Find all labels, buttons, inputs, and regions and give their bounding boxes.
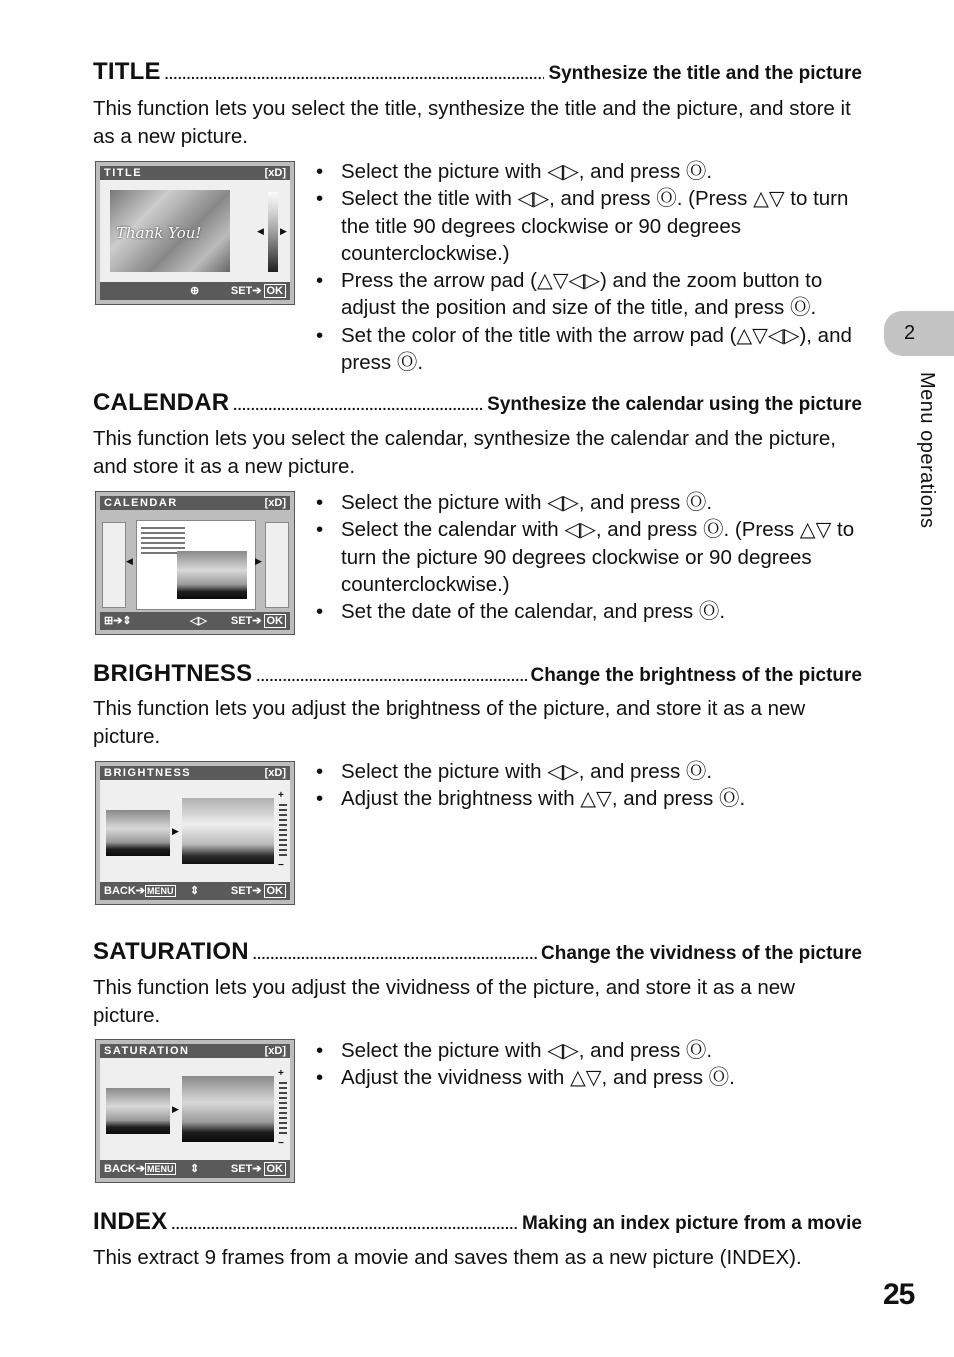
- list-item: • Select the picture with ◁▷, and press Ⓞ.: [316, 158, 864, 185]
- color-swatch-scale: [268, 192, 278, 272]
- section-subtitle: Change the brightness of the picture: [530, 665, 862, 686]
- section-title: TITLE: [93, 58, 161, 85]
- back-menu-label: BACK➔ MENU: [104, 1163, 174, 1175]
- list-item: • Adjust the vividness with △▽, and press Ⓞ.: [316, 1064, 864, 1091]
- leader-dots: [256, 668, 526, 684]
- lcd-mode-label: SATURATION: [104, 1045, 190, 1057]
- plus-icon: +: [278, 1068, 284, 1079]
- chapter-tab: 2: [884, 311, 954, 356]
- media-indicator: [xD]: [264, 167, 286, 179]
- list-item: • Press the arrow pad (△▽◁▷) and the zoom button to adjust the position and size of the title, and press Ⓞ.: [316, 267, 864, 322]
- set-label: SET: [230, 285, 253, 297]
- arrow-left-icon: ◀: [257, 226, 264, 236]
- lcd-preview: [100, 180, 290, 282]
- plus-icon: +: [278, 790, 284, 801]
- left-right-icon: ◁▷: [190, 615, 207, 627]
- adjusted-preview: [182, 798, 274, 864]
- up-down-icon: ⇕: [190, 1163, 200, 1175]
- lcd-title-bar: [100, 166, 290, 180]
- list-item: • Adjust the brightness with △▽, and press Ⓞ.: [316, 785, 864, 812]
- title-lcd-screen: [95, 161, 295, 305]
- section-title: INDEX: [93, 1208, 168, 1235]
- brightness-scale: [279, 804, 287, 858]
- index-heading: [93, 1208, 862, 1236]
- menu-label: MENU: [147, 1164, 174, 1174]
- lcd-footer: [100, 612, 290, 630]
- arrow-right-icon: ▶: [172, 826, 179, 836]
- list-item: • Select the picture with ◁▷, and press Ⓞ.: [316, 489, 864, 516]
- arrow-pad-icon: ⊕: [190, 285, 200, 297]
- brightness-lcd-screen: [95, 761, 295, 905]
- section-subtitle: Synthesize the calendar using the picture: [487, 394, 862, 415]
- list-item: • Select the picture with ◁▷, and press Ⓞ.: [316, 1037, 864, 1064]
- lcd-mode-label: TITLE: [104, 167, 143, 179]
- lcd-title-bar: [100, 496, 290, 510]
- calendar-steps: [316, 489, 864, 625]
- adjusted-preview: [182, 1076, 274, 1142]
- section-title: BRIGHTNESS: [93, 660, 253, 687]
- media-indicator: [xD]: [264, 767, 286, 779]
- lcd-footer: [100, 282, 290, 300]
- original-thumb: [106, 1088, 170, 1134]
- calendar-heading: [93, 389, 862, 417]
- original-thumb: [106, 810, 170, 856]
- ok-label: OK: [264, 884, 287, 898]
- section-title: CALENDAR: [93, 389, 230, 416]
- arrow-left-icon: ◀: [126, 556, 133, 566]
- next-calendar-thumb: [265, 522, 289, 608]
- minus-icon: −: [278, 1138, 284, 1149]
- back-menu-label: BACK➔ MENU: [104, 885, 174, 897]
- list-item: • Select the picture with ◁▷, and press Ⓞ.: [316, 758, 864, 785]
- section-title: SATURATION: [93, 938, 249, 965]
- back-label: BACK: [104, 885, 136, 897]
- brightness-intro: This function lets you adjust the brightness of the picture, and store it as a new picture.: [93, 697, 806, 748]
- saturation-lcd-screen: [95, 1039, 295, 1183]
- media-indicator: [xD]: [264, 1045, 286, 1057]
- saturation-steps: [316, 1037, 864, 1092]
- ok-label: OK: [264, 284, 287, 298]
- section-subtitle: Making an index picture from a movie: [522, 1213, 862, 1234]
- leader-dots: [165, 66, 545, 82]
- lcd-preview: [100, 510, 290, 612]
- rotate-icon: ⊞➔⇕: [104, 615, 132, 627]
- lcd-mode-label: BRIGHTNESS: [104, 767, 192, 779]
- lcd-preview: [100, 1058, 290, 1160]
- up-down-icon: ⇕: [190, 885, 200, 897]
- media-indicator: [xD]: [264, 497, 286, 509]
- arrow-right-icon: ▶: [172, 1104, 179, 1114]
- title-steps: [316, 158, 864, 376]
- lcd-title-bar: [100, 766, 290, 780]
- set-ok-label: SET➔ OK: [231, 882, 286, 900]
- saturation-intro: This function lets you adjust the vividness of the picture, and store it as a new picture.: [93, 976, 795, 1027]
- set-ok-label: SET➔ OK: [231, 612, 286, 630]
- set-label: SET: [230, 885, 253, 897]
- ok-label: OK: [264, 614, 287, 628]
- set-ok-label: SET➔ OK: [231, 282, 286, 300]
- minus-icon: −: [278, 860, 284, 871]
- lcd-footer: [100, 1160, 290, 1178]
- index-intro: This extract 9 frames from a movie and saves them as a new picture (INDEX).: [93, 1246, 802, 1269]
- arrow-right-icon: ▶: [280, 226, 287, 236]
- brightness-steps: [316, 758, 864, 813]
- brightness-heading: [93, 660, 862, 688]
- leader-dots: [171, 1216, 518, 1232]
- calendar-intro: This function lets you select the calendar, synthesize the calendar and the picture, and store it as a new picture.: [93, 427, 836, 478]
- prev-calendar-thumb: [102, 522, 126, 608]
- lcd-preview: [100, 780, 290, 882]
- list-item: • Set the date of the calendar, and press Ⓞ.: [316, 598, 864, 625]
- title-intro: This function lets you select the title, synthesize the title and the picture, and store it as a new picture.: [93, 97, 851, 148]
- calendar-photo: [177, 551, 247, 599]
- saturation-heading: [93, 938, 862, 966]
- leader-dots: [233, 397, 483, 413]
- leader-dots: [253, 946, 537, 962]
- list-item: • Set the color of the title with the arrow pad (△▽◁▷), and press Ⓞ.: [316, 322, 864, 377]
- section-subtitle: Change the vividness of the picture: [541, 943, 862, 964]
- title-overlay: Thank You!: [116, 224, 202, 242]
- page-number: 25: [883, 1278, 915, 1311]
- calendar-lcd-screen: [95, 491, 295, 635]
- back-label: BACK: [104, 1163, 136, 1175]
- menu-label: MENU: [147, 886, 174, 896]
- section-subtitle: Synthesize the title and the picture: [548, 63, 862, 84]
- lcd-footer: [100, 882, 290, 900]
- arrow-right-icon: ▶: [255, 556, 262, 566]
- title-heading: [93, 58, 862, 86]
- saturation-scale: [279, 1082, 287, 1136]
- ok-label: OK: [264, 1162, 287, 1176]
- set-ok-label: SET➔ OK: [231, 1160, 286, 1178]
- list-item: • Select the title with ◁▷, and press Ⓞ. (Press △▽ to turn the title 90 degrees clockwise or 90 degrees counterclockwise.): [316, 185, 864, 267]
- list-item: • Select the calendar with ◁▷, and press Ⓞ. (Press △▽ to turn the picture 90 degrees clockwise or 90 degrees counterclockwise.): [316, 516, 864, 598]
- set-label: SET: [230, 1163, 253, 1175]
- calendar-template: [136, 520, 256, 610]
- set-label: SET: [230, 615, 253, 627]
- chapter-label: Menu operations: [916, 372, 938, 529]
- lcd-mode-label: CALENDAR: [104, 497, 178, 509]
- lcd-title-bar: [100, 1044, 290, 1058]
